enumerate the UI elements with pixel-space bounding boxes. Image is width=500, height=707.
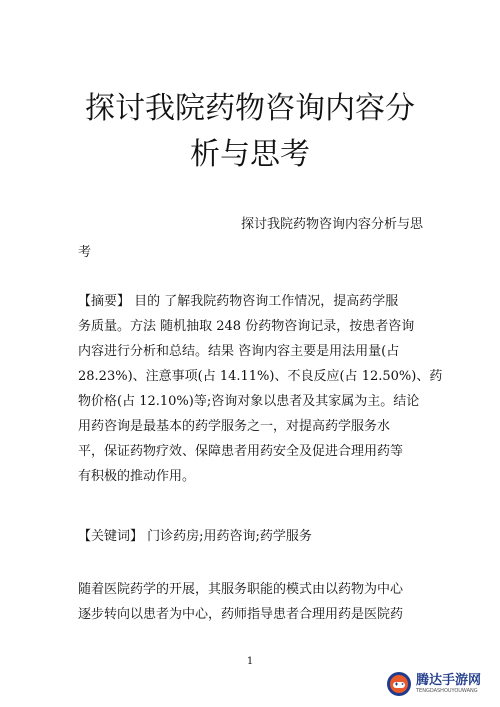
title-line-2: 析与思考: [190, 137, 310, 172]
abstract-line: 物价格(占 12.10%)等;咨询对象以患者及其家属为主。结论: [78, 394, 420, 409]
site-watermark[interactable]: [386, 669, 492, 699]
subtitle-line-1: 探讨我院药物咨询内容分析与思: [240, 217, 423, 232]
abstract-line: 平，保证药物疗效、保障患者用药安全及促进合理用药等: [78, 444, 404, 459]
body-paragraph: [78, 577, 423, 627]
abstract-line: 用药咨询是最基本的药学服务之一，对提高药学服务水: [78, 419, 391, 434]
body-line: 随着医院药学的开展，其服务职能的模式由以药物为中心: [78, 582, 404, 597]
gamepad-logo-icon: [386, 671, 412, 697]
document-subtitle: [78, 211, 423, 267]
abstract-paragraph: [78, 289, 443, 489]
keywords-line: 【关键词】 门诊药房;用药咨询;药学服务: [78, 529, 312, 544]
abstract-line: 内容进行分析和总结。结果 咨询内容主要是用法用量(占: [78, 344, 400, 359]
abstract-line: 务质量。方法 随机抽取 248 份药物咨询记录，按患者咨询: [78, 319, 415, 334]
watermark-title: 腾达手游网: [416, 673, 482, 688]
title-line-1: 探讨我院药物咨询内容分: [85, 91, 415, 126]
page-number: 1: [246, 656, 254, 667]
abstract-line: 【摘要】 目的 了解我院药物咨询工作情况，提高药学服: [78, 294, 399, 309]
watermark-text: [416, 674, 481, 694]
body-line: 逐步转向以患者为中心，药师指导患者合理用药是医院药: [78, 607, 404, 622]
watermark-subtitle: TENGDASHOUYOUWANG: [416, 688, 478, 694]
abstract-line: 28.23%)、注意事项(占 14.11%)、不良反应(占 12.50%)、药: [78, 369, 443, 384]
document-title: [60, 86, 440, 178]
abstract-line: 有积极的推动作用。: [78, 469, 196, 484]
subtitle-line-2: 考: [78, 245, 92, 260]
